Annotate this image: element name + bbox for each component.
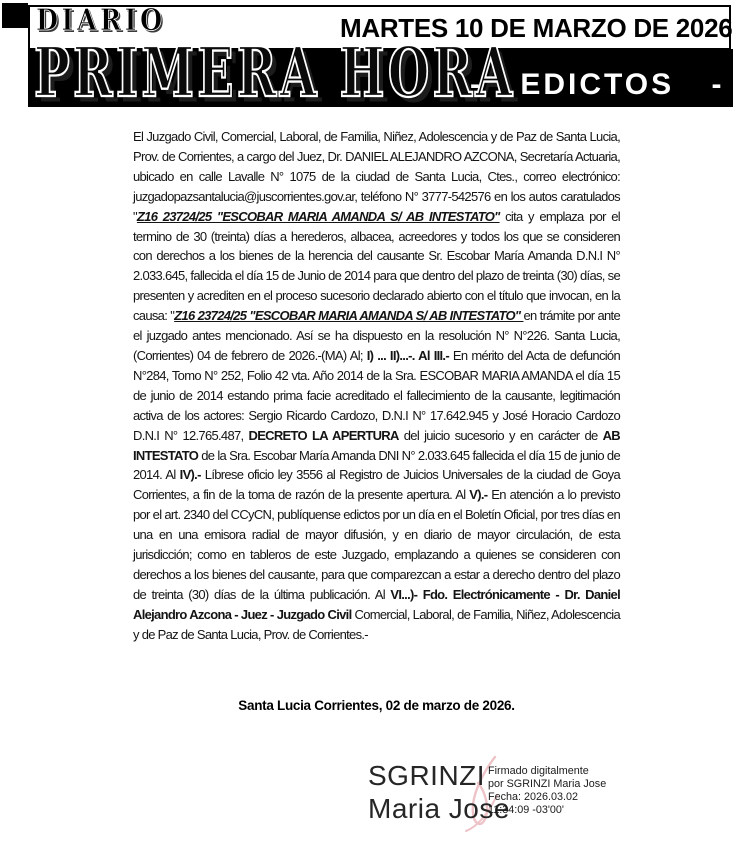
newspaper-name-small: DIARIO xyxy=(36,3,166,38)
edict-date-line: Santa Lucia Corrientes, 02 de marzo de 2026. xyxy=(238,698,515,713)
edict-text-segment: V).- xyxy=(469,487,488,503)
signature-detail-line: 11:34:09 -03'00' xyxy=(488,804,564,816)
signature-details xyxy=(488,765,606,817)
signer-name-line2: Maria Jose xyxy=(368,793,510,824)
edict-text-segment: VI...)- Fdo. Electrónicamente - Dr. Daniel Alejandro Azcona - Juez - Juzgado Civil xyxy=(133,586,620,622)
edict-text-segment: En atención a lo previsto por el art. 2340 del CCyCN, publíquense edictos por un día en el Boletín Oficial, por tres días en una en una emisora radial de mayor difusión, y en diario de mayor circulación, de esta jurisdicción; como en tableros de este Juzgado, emplazando a quienes se consideren con derechos a los bienes del causante, para que comparezcan a estar a derecho dentro del plazo de treinta (30) días de la última publicación. Al xyxy=(133,487,620,602)
edict-text-segment: AB INTESTATO xyxy=(133,427,620,463)
edict-text-segment: El Juzgado Civil, Comercial, Laboral, de Familia, Niñez, Adolescencia y de Paz de Santa Lucia, Prov. de Corrientes, a cargo del Juez, Dr. DANIEL ALEJANDRO AZCONA, Secretaría Actuaria, ubicado en calle Lavalle N° 1075 de la ciudad de Santa Lucia, Ctes., correo electrónico: juzgadopazsantalucia@juscorrientes.gov.ar, teléfono N° 3777-542576 en los autos caratulados " xyxy=(133,129,620,224)
newspaper-name-main: PRIMERA HORA xyxy=(34,32,516,113)
signature-detail-line: por SGRINZI Maria Jose xyxy=(488,778,607,790)
edition-date: MARTES 10 DE MARZO DE 2026 xyxy=(340,13,733,43)
edict-text-segment: En mérito del Acta de defunción N°284, Tomo N° 252, Folio 42 vta. Año 2014 de la Sra. ESCOBAR MARIA AMANDA el día 15 de junio de 2014 estando prima facie acreditado el fallecimiento de la causante, legitimación activa de los actores: Sergio Ricardo Cardozo, D.N.I N° 17.642.945 y José Horacio Cardozo D.N.I N° 12.765.487, xyxy=(133,347,620,443)
signer-name-line1: SGRINZI xyxy=(368,760,486,791)
edict-text-segment: DECRETO LA APERTURA xyxy=(248,427,399,443)
edict-text-segment: I) ... II)...-. Al III.- xyxy=(366,347,449,363)
edict-text xyxy=(133,127,620,645)
edict-text-segment: Líbrese oficio ley 3556 al Registro de Juicios Universales de la ciudad de Goya Corrientes, a fin de la toma de razón de la presente apertura. Al xyxy=(133,467,620,503)
edict-text-segment: Z16 23724/25 "ESCOBAR MARIA AMANDA S/ AB INTESTATO" xyxy=(174,308,524,324)
signature-detail-line: Firmado digitalmente xyxy=(488,765,589,777)
edict-text-segment: de la Sra. Escobar María Amanda DNI N° 2.033.645 fallecida el día 15 de junio de 2014. Al xyxy=(133,447,620,483)
section-banner-edictos: - EDICTOS - xyxy=(470,68,725,101)
signature-detail-line: Fecha: 2026.03.02 xyxy=(488,791,579,803)
edict-text-segment: Z16 23724/25 "ESCOBAR MARIA AMANDA S/ AB INTESTATO" xyxy=(136,208,500,224)
edict-text-segment: IV).- xyxy=(179,467,201,483)
edict-text-segment: Comercial, Laboral, de Familia, Niñez, Adolescencia y de Paz de Santa Lucia, Prov. de Corrientes.- xyxy=(133,606,620,642)
masthead-corner-block xyxy=(2,3,28,28)
edict-text-segment: en trámite por ante el juzgado antes mencionado. Así se ha dispuesto en la resolución N° N°226. Santa Lucia, (Corrientes) 04 de febrero de 2026.-(MA) Al; xyxy=(133,308,620,363)
edict-text-segment: cita y emplaza por el termino de 30 (treinta) días a herederos, albacea, acreedores y todos los que se consideren con derechos a los bienes de la herencia del causante Sr. Escobar María Amanda D.N.I N° 2.033.645, fallecida el día 15 de Junio de 2014 para que dentro del plazo de treinta (30) días, se presenten y acrediten en el proceso sucesorio declarado abierto con el título que invocan, en la causa: " xyxy=(133,208,620,324)
digital-signature-block xyxy=(368,755,628,845)
edict-text-segment: del juicio sucesorio y en carácter de xyxy=(398,427,603,443)
